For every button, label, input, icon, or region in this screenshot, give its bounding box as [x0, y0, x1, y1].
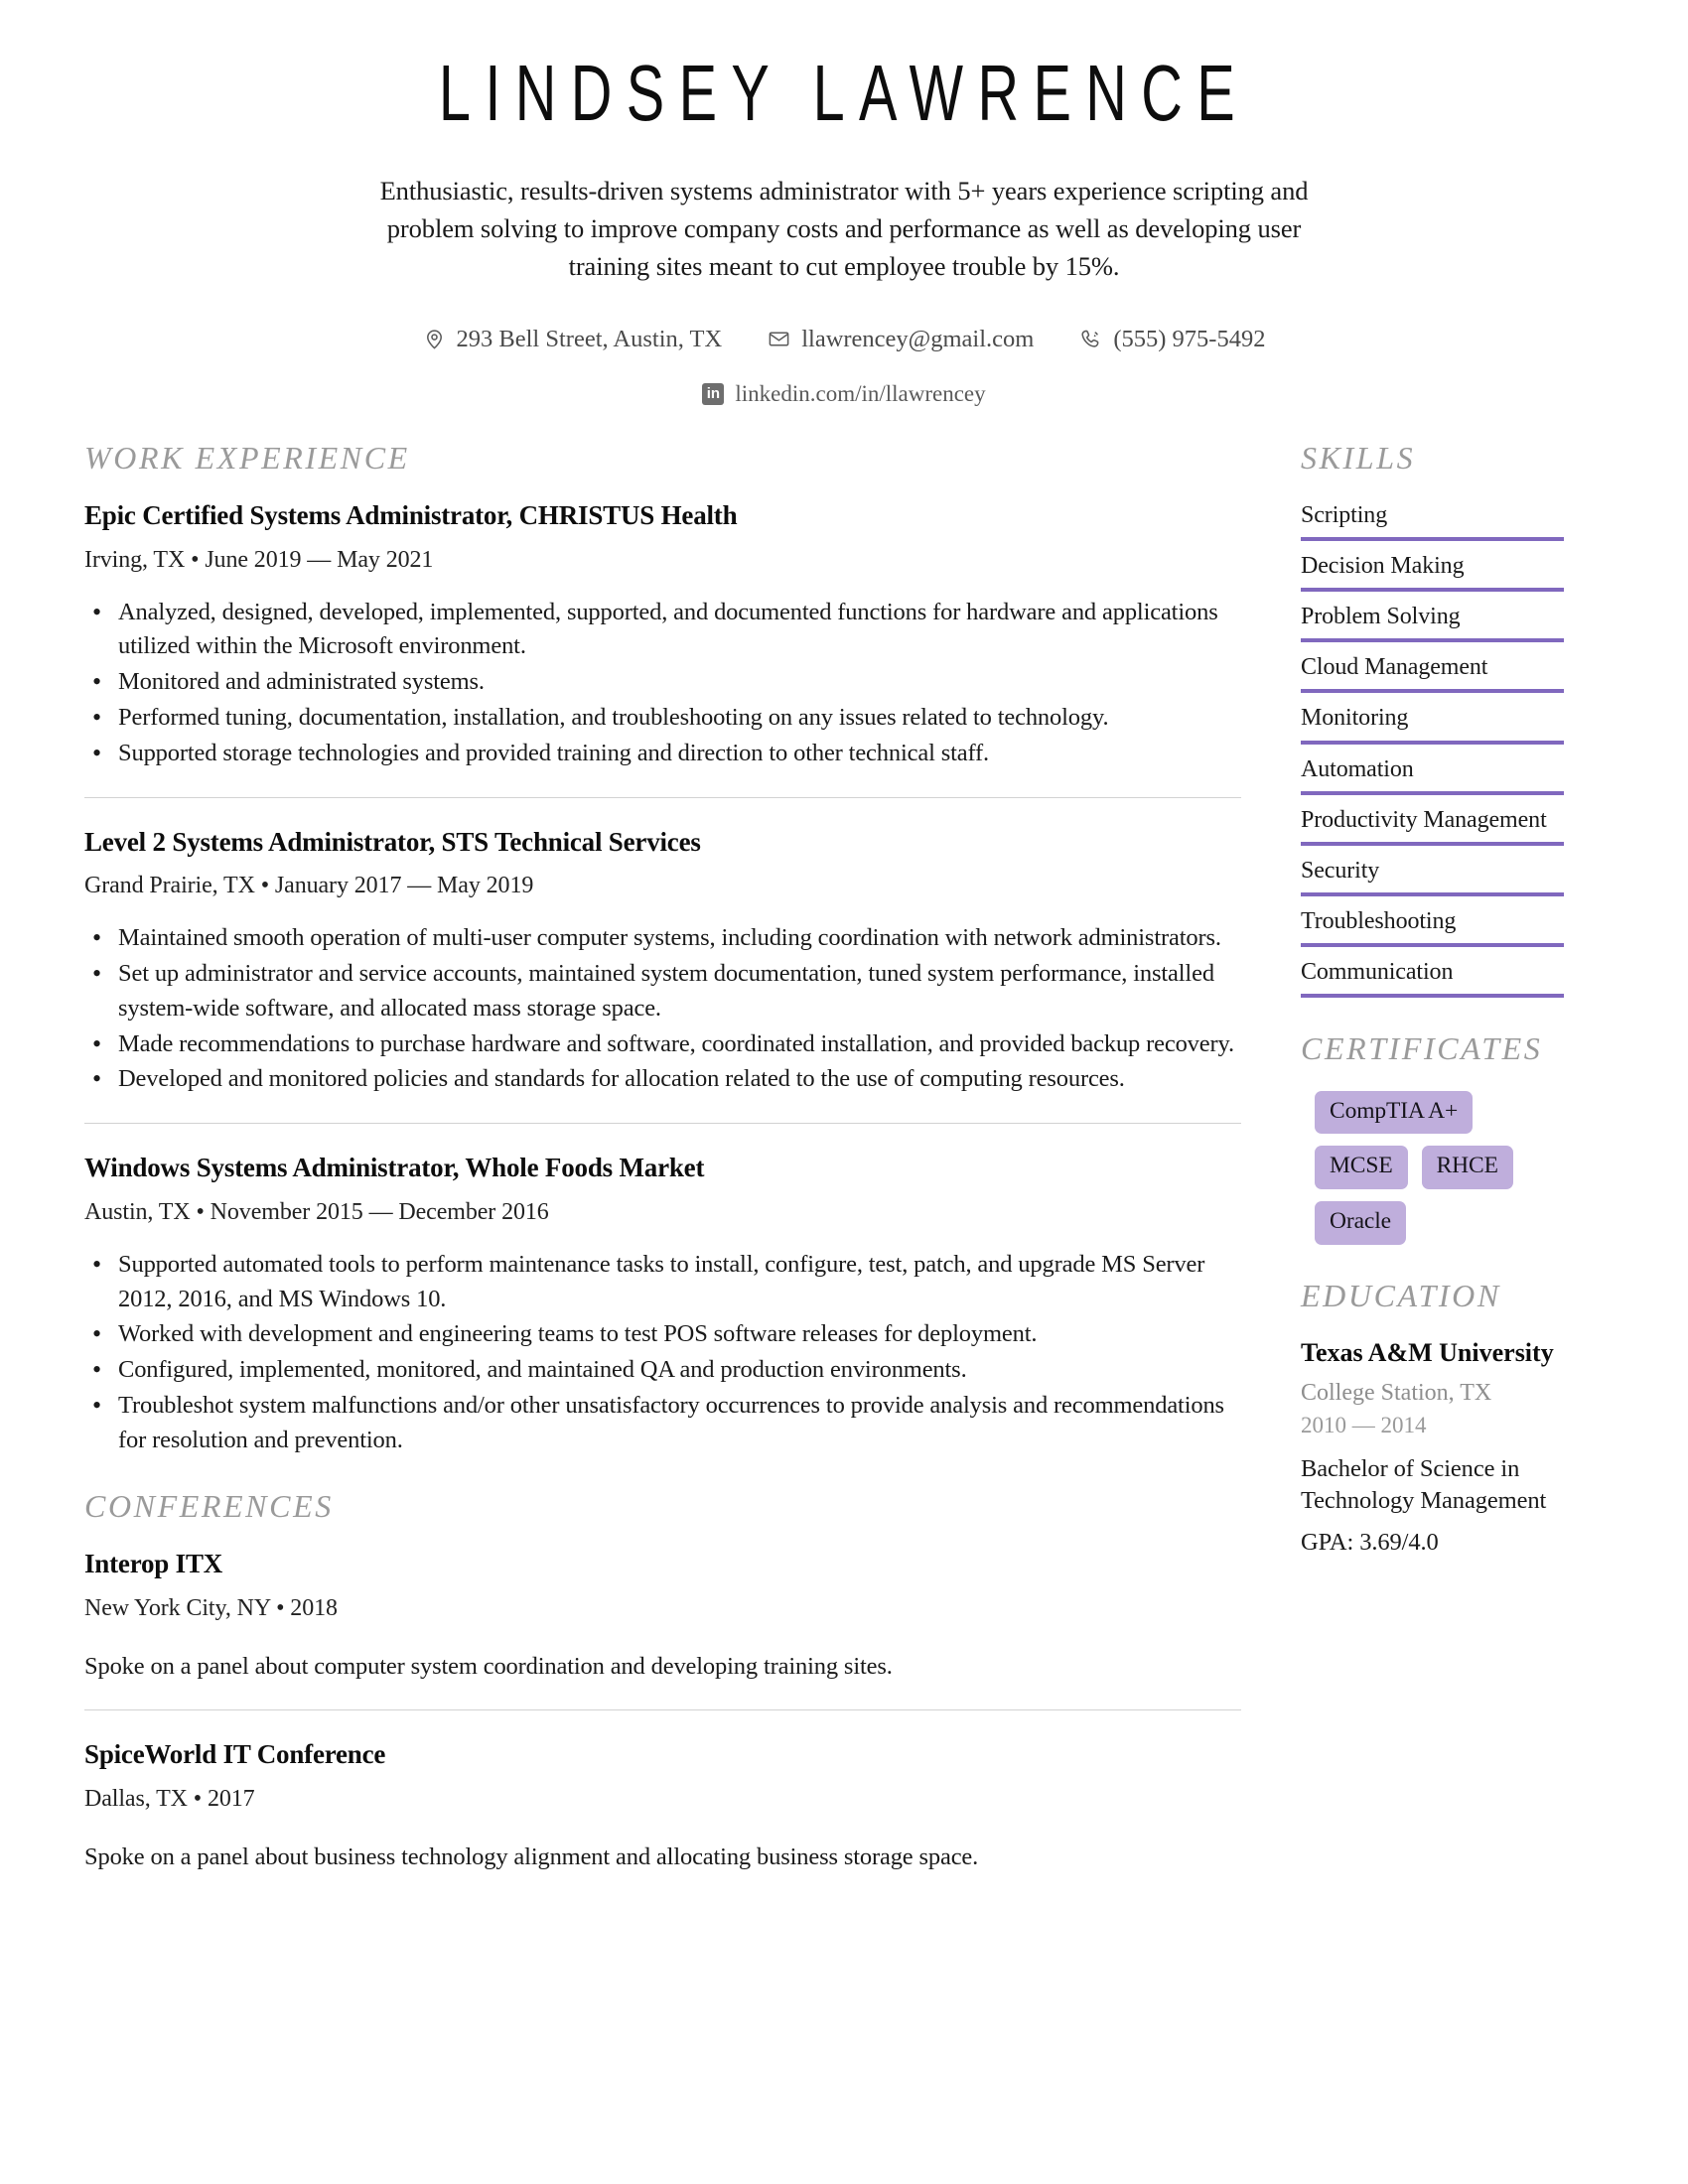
- section-title-skills: SKILLS: [1301, 439, 1416, 476]
- divider: [84, 1123, 1241, 1124]
- skill-item: Troubleshooting: [1301, 905, 1564, 947]
- certificate-badge: MCSE: [1315, 1146, 1408, 1189]
- phone-icon: [1079, 328, 1102, 350]
- list-item: • Made recommendations to purchase hardware and software, coordinated installation, and provided backup recovery.: [84, 1027, 1241, 1062]
- work-entry-meta: Austin, TX • November 2015 — December 2016: [84, 1198, 549, 1225]
- certificate-badge: RHCE: [1422, 1146, 1513, 1189]
- skill-item: Communication: [1301, 956, 1564, 998]
- skill-item: Monitoring: [1301, 702, 1564, 744]
- certificates-list: [1301, 1091, 1564, 1245]
- divider: [84, 1709, 1241, 1710]
- education-degree: Bachelor of Science in Technology Management: [1301, 1454, 1547, 1515]
- contact-email[interactable]: [768, 326, 1034, 353]
- work-entry: [84, 1150, 1241, 1457]
- work-entry: [84, 824, 1241, 1098]
- divider: [84, 797, 1241, 798]
- conference-entry-description: Spoke on a panel about computer system coordination and developing training sites.: [84, 1652, 893, 1680]
- education-school: Texas A&M University: [1301, 1337, 1554, 1367]
- certificates-block: [1301, 1031, 1564, 1244]
- list-item: • Monitored and administrated systems.: [84, 665, 1241, 700]
- list-item: • Analyzed, designed, developed, implemented, supported, and documented functions for hardware and applications utilized within the Microsoft environment.: [84, 596, 1241, 665]
- skill-item: Cloud Management: [1301, 651, 1564, 693]
- skill-item: Decision Making: [1301, 550, 1564, 592]
- contact-email-text: llawrencey@gmail.com: [801, 325, 1035, 352]
- list-item: • Worked with development and engineering teams to test POS software releases for deployment.: [84, 1317, 1241, 1352]
- list-item: • Performed tuning, documentation, installation, and troubleshooting on any issues related to technology.: [84, 701, 1241, 736]
- work-entry-title: Epic Certified Systems Administrator, CHRISTUS Health: [84, 499, 738, 530]
- contact-linkedin[interactable]: [702, 381, 985, 407]
- skill-item: Problem Solving: [1301, 601, 1564, 642]
- conference-entry: [84, 1736, 1241, 1875]
- list-item: • Supported storage technologies and provided training and direction to other technical staff.: [84, 737, 1241, 771]
- work-entry-meta: Irving, TX • June 2019 — May 2021: [84, 546, 434, 573]
- spacer: [84, 1459, 1241, 1489]
- contact-row: [84, 326, 1604, 353]
- work-entry-bullets: [84, 1248, 1241, 1458]
- conference-entry-title: Interop ITX: [84, 1548, 223, 1578]
- contact-phone-text: (555) 975-5492: [1113, 325, 1266, 352]
- certificate-badge: CompTIA A+: [1315, 1091, 1473, 1135]
- side-column: [1301, 441, 1564, 1560]
- social-row: [84, 381, 1604, 407]
- conference-entry-meta: Dallas, TX • 2017: [84, 1786, 255, 1813]
- list-item: • Developed and monitored policies and standards for allocation related to the use of computing resources.: [84, 1062, 1241, 1097]
- work-entry-meta: Grand Prairie, TX • January 2017 — May 2019: [84, 873, 534, 899]
- linkedin-icon: in: [702, 383, 724, 405]
- skill-item: Scripting: [1301, 499, 1564, 541]
- education-location: College Station, TX: [1301, 1379, 1492, 1406]
- contact-address[interactable]: [423, 326, 723, 353]
- conference-entry: [84, 1546, 1241, 1685]
- conference-entry-meta: New York City, NY • 2018: [84, 1594, 338, 1621]
- envelope-icon: [768, 328, 790, 350]
- section-title-work-experience: WORK EXPERIENCE: [84, 439, 410, 476]
- education-block: [1301, 1279, 1564, 1559]
- list-item: • Supported automated tools to perform maintenance tasks to install, configure, test, patch, and upgrade MS Server 2012, 2016, and MS Windows 10.: [84, 1248, 1241, 1317]
- education-gpa: GPA: 3.69/4.0: [1301, 1529, 1439, 1557]
- list-item: • Configured, implemented, monitored, and maintained QA and production environments.: [84, 1353, 1241, 1388]
- skills-list: [1301, 499, 1564, 999]
- conference-entry-title: SpiceWorld IT Conference: [84, 1739, 386, 1770]
- conference-entry-description: Spoke on a panel about business technology alignment and allocating business storage space.: [84, 1843, 979, 1871]
- contact-linkedin-text: linkedin.com/in/llawrencey: [735, 380, 986, 406]
- location-pin-icon: [423, 328, 446, 350]
- resume-header: [84, 0, 1604, 407]
- contact-address-text: 293 Bell Street, Austin, TX: [456, 325, 723, 352]
- section-title-certificates: CERTIFICATES: [1301, 1030, 1543, 1067]
- section-title-conferences: CONFERENCES: [84, 1487, 334, 1524]
- work-entry-bullets: [84, 921, 1241, 1097]
- resume-body: [84, 441, 1604, 1875]
- list-item: • Maintained smooth operation of multi-user computer systems, including coordination with network administrators.: [84, 921, 1241, 956]
- professional-summary: Enthusiastic, results-driven systems administrator with 5+ years experience scripting and problem solving to improve company costs and performance as well as developing user training sites meant to cut employee trouble by 15%.: [379, 176, 1309, 281]
- main-column: [84, 441, 1241, 1875]
- list-item: • Troubleshot system malfunctions and/or other unsatisfactory occurrences to provide analysis and recommendations for resolution and prevention.: [84, 1389, 1241, 1458]
- education-dates: 2010 — 2014: [1301, 1412, 1427, 1437]
- contact-phone[interactable]: [1079, 326, 1265, 353]
- section-title-education: EDUCATION: [1301, 1277, 1501, 1313]
- skill-item: Automation: [1301, 753, 1564, 795]
- certificate-badge: Oracle: [1315, 1201, 1406, 1245]
- work-entry-title: Level 2 Systems Administrator, STS Technical Services: [84, 826, 701, 857]
- skill-item: Security: [1301, 855, 1564, 896]
- work-entry-title: Windows Systems Administrator, Whole Foods Market: [84, 1153, 705, 1183]
- skill-item: Productivity Management: [1301, 804, 1564, 846]
- list-item: • Set up administrator and service accounts, maintained system documentation, tuned system performance, installed system-wide software, and allocated mass storage space.: [84, 957, 1241, 1026]
- work-entry-bullets: [84, 596, 1241, 771]
- page-title: LINDSEY LAWRENCE: [438, 49, 1250, 137]
- work-entry: [84, 497, 1241, 771]
